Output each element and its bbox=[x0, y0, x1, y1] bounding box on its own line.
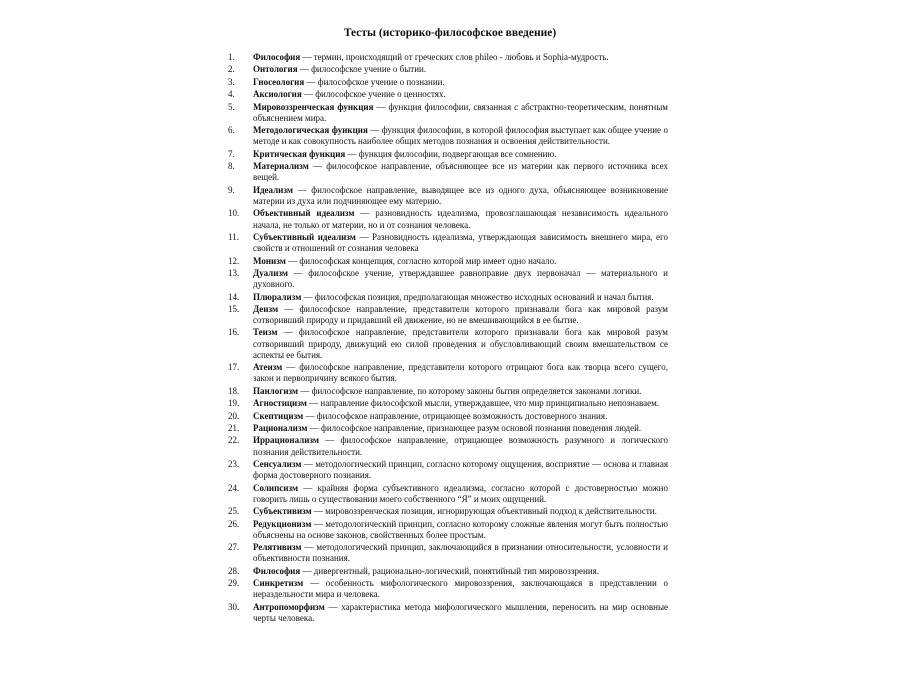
item-number: 12. bbox=[228, 255, 240, 266]
item-number: 14. bbox=[228, 291, 240, 302]
item-definition: — методологический принцип, согласно которому сложные явления могут быть полностью объяснены на основе законов, свойственных более простым. bbox=[253, 518, 668, 540]
item-number: 6. bbox=[228, 125, 235, 136]
list-item bbox=[228, 423, 668, 434]
item-number: 16. bbox=[228, 327, 240, 338]
list-item bbox=[228, 304, 668, 326]
item-number: 17. bbox=[228, 362, 240, 373]
list-item bbox=[228, 64, 668, 75]
item-number: 10. bbox=[228, 208, 240, 219]
list-item bbox=[228, 483, 668, 505]
item-definition: — методологический принцип, заключающийся в признании относительности, условности и объективности познания. bbox=[253, 542, 668, 564]
item-definition: — дивергентный, рационально-логический, понятийный тип мировоззрения. bbox=[300, 565, 600, 576]
item-term: Сенсуализм bbox=[253, 459, 302, 470]
item-definition: — философское направление, признающее разум основой познания поведения людей. bbox=[307, 423, 642, 434]
item-number: 24. bbox=[228, 482, 240, 493]
list-item bbox=[228, 566, 668, 577]
item-definition: — мировоззренческая позиция, игнорирующая объективный подход к действительности. bbox=[311, 506, 657, 517]
item-number: 26. bbox=[228, 518, 240, 529]
item-definition: — философское учение, утверждавшее равноправие двух первоначал — материального и духовного. bbox=[253, 267, 668, 290]
list-item bbox=[228, 411, 668, 422]
item-term: Агностицизм bbox=[253, 398, 307, 409]
list-item bbox=[228, 398, 668, 409]
item-number: 20. bbox=[228, 410, 240, 421]
item-number: 18. bbox=[228, 385, 240, 396]
item-number: 11. bbox=[228, 231, 239, 242]
item-definition: — философское направление, отрицающее возможность разумного и логического познания действительности. bbox=[253, 435, 668, 457]
item-term: Рационализм bbox=[253, 423, 308, 434]
item-term: Философия bbox=[253, 52, 301, 62]
list-item bbox=[228, 149, 668, 160]
term-list bbox=[228, 52, 668, 625]
item-number: 5. bbox=[228, 101, 235, 112]
item-definition: — философская позиция, предполагающая множество исходных оснований и начал бытия. bbox=[301, 291, 654, 302]
item-term: Монизм bbox=[253, 255, 286, 266]
item-definition: — функция философии, в которой философия выступает как общее учение о методе и как совокупность наиболее общих методов познания и освоения действительности. bbox=[253, 125, 668, 147]
item-definition: — философское направление, отрицающее возможность достоверного знания. bbox=[303, 410, 608, 421]
list-item bbox=[228, 327, 668, 361]
item-term: Антропоморфизм bbox=[253, 601, 325, 612]
list-item bbox=[228, 232, 668, 254]
item-term: Солипсизм bbox=[253, 482, 299, 493]
item-term: Дуализм bbox=[253, 267, 289, 278]
item-definition: — философское направление, выводящее все из одного духа, объясняющее возникновение материи из духа или подчиняющее ему материю. bbox=[253, 184, 668, 206]
list-item bbox=[228, 578, 668, 600]
item-term: Аксиология bbox=[253, 89, 302, 100]
list-item bbox=[228, 542, 668, 564]
item-term: Субъективизм bbox=[253, 506, 312, 517]
list-item bbox=[228, 435, 668, 457]
item-definition: — философское направление, представители которого отрицают бога как творца всего сущего, закон и первопричину всякого бытия. bbox=[253, 362, 668, 384]
page-title: Тесты (историко-философское введение) bbox=[343, 27, 557, 39]
item-term: Деизм bbox=[253, 303, 279, 314]
item-term: Методологическая функция bbox=[253, 125, 368, 136]
item-term: Атеизм bbox=[253, 362, 283, 373]
item-term: Синкретизм bbox=[253, 578, 304, 589]
item-definition: — философское направление, представители которого признавали бога как мировой разум сотворивший природу, движущий ею силой проведения и обусловливающий своим вмешательством се аспекты ее бытия. bbox=[253, 327, 668, 360]
item-number: 15. bbox=[228, 303, 240, 314]
list-item bbox=[228, 125, 668, 147]
list-item bbox=[228, 506, 668, 517]
item-term: Панлогизм bbox=[253, 385, 299, 396]
item-definition: — философская концепция, согласно которой мир имеет одно начало. bbox=[285, 255, 557, 266]
item-number: 22. bbox=[228, 435, 240, 446]
list-item bbox=[228, 52, 668, 63]
item-number: 13. bbox=[228, 267, 240, 278]
item-definition: — Разновидность идеализма, утверждающая зависимость внешнего мира, его свойств и отношений от сознания человека bbox=[253, 231, 668, 254]
item-term: Скептицизм bbox=[253, 410, 304, 421]
list-item bbox=[228, 519, 668, 541]
list-item bbox=[228, 185, 668, 207]
list-item bbox=[228, 208, 668, 230]
item-term: Субъективный идеализм bbox=[253, 231, 356, 242]
list-item bbox=[228, 161, 668, 183]
item-term: Критическая функция bbox=[253, 148, 346, 159]
list-item bbox=[228, 386, 668, 397]
item-term: Материализм bbox=[253, 161, 309, 172]
item-definition: — философское направление, представители которого признавали бога как мировой разум сотворивший природу и придавший ей движение, но не вмешивающийся в ее бытие. bbox=[253, 303, 668, 326]
item-number: 29. bbox=[228, 578, 240, 589]
list-item bbox=[228, 256, 668, 267]
item-definition: — крайняя форма субъективного идеализма, согласно которой с достоверностью можно говорить лишь о существовании моего собственного “Я” и моих ощущений. bbox=[253, 482, 668, 504]
item-number: 1. bbox=[228, 52, 235, 62]
item-number: 23. bbox=[228, 459, 240, 470]
item-term: Редукционизм bbox=[253, 518, 312, 529]
item-term: Гносеология bbox=[253, 76, 305, 87]
item-term: Мировоззренческая функция bbox=[253, 101, 374, 112]
list-item bbox=[228, 362, 668, 384]
item-number: 27. bbox=[228, 542, 240, 553]
list-item bbox=[228, 268, 668, 290]
item-number: 28. bbox=[228, 565, 240, 576]
item-term: Иррационализм bbox=[253, 435, 320, 446]
item-definition: — философское учение о познании. bbox=[304, 76, 445, 87]
item-number: 9. bbox=[228, 184, 235, 195]
item-term: Объективный идеализм bbox=[253, 208, 355, 219]
item-definition: — особенность мифологического мировоззрения, заключающаяся в представлении о нераздельности мира и человека. bbox=[253, 578, 668, 600]
item-number: 7. bbox=[228, 148, 235, 159]
item-definition: — философское учение о бытии. bbox=[297, 64, 427, 75]
item-definition: — философское учение о ценностях. bbox=[301, 89, 446, 100]
list-item bbox=[228, 459, 668, 481]
item-number: 3. bbox=[228, 76, 235, 87]
item-term: Идеализм bbox=[253, 184, 293, 195]
item-term: Плюрализм bbox=[253, 291, 302, 302]
item-definition: — методологический принцип, согласно которому ощущения, восприятие — основа и главная форма достоверного познания. bbox=[253, 459, 668, 481]
list-item bbox=[228, 89, 668, 100]
list-item bbox=[228, 77, 668, 88]
item-number: 19. bbox=[228, 398, 240, 409]
item-definition: — философское направление, объясняющее все из материи как первого источника всех вещей. bbox=[253, 161, 668, 183]
item-term: Онтология bbox=[253, 64, 298, 75]
item-definition: — направление философской мысли, утверждавшее, что мир принципиально непознаваем. bbox=[306, 398, 660, 409]
item-number: 30. bbox=[228, 601, 240, 612]
item-number: 8. bbox=[228, 161, 235, 172]
item-number: 4. bbox=[228, 89, 235, 100]
list-item bbox=[228, 102, 668, 124]
item-definition: — разновидность идеализма, провозглашающая независимость идеального начала, не только от материи, но и от сознания человека. bbox=[253, 208, 668, 230]
item-definition: — философское направление, по которому законы бытия определяется законами логики. bbox=[298, 385, 642, 396]
item-number: 25. bbox=[228, 506, 240, 517]
item-term: Релятивизм bbox=[253, 542, 302, 553]
item-definition: — термин, происходящий от греческих слов phileo - любовь и Sophia-мудрость. bbox=[300, 52, 609, 62]
list-item bbox=[228, 602, 668, 624]
item-term: Философия bbox=[253, 565, 301, 576]
item-number: 2. bbox=[228, 64, 235, 75]
item-definition: — функция философии, подвергающая все сомнению. bbox=[345, 148, 557, 159]
item-number: 21. bbox=[228, 423, 240, 434]
item-definition: — функция философии, связанная с абстрактно-теоретическим, понятным объяснением мира. bbox=[253, 101, 668, 123]
item-definition: — характеристика метода мифологического мышления, переносить на мир основные черты человека. bbox=[253, 601, 668, 623]
list-item bbox=[228, 292, 668, 303]
item-term: Теизм bbox=[253, 327, 278, 338]
